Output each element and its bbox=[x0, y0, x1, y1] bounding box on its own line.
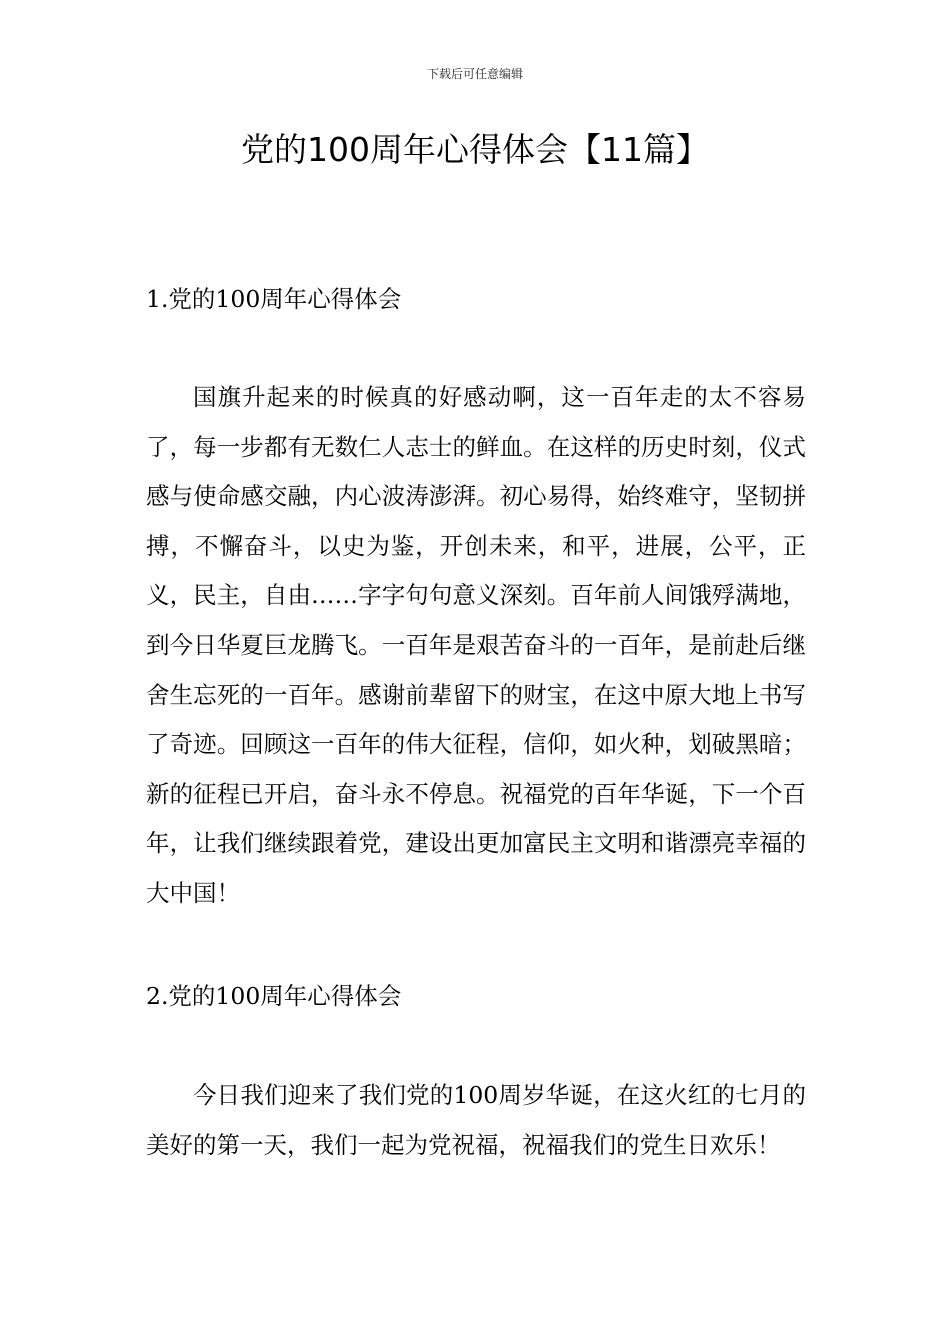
section-body-1 bbox=[146, 373, 806, 919]
paragraph: 国旗升起来的时候真的好感动啊，这一百年走的太不容易了，每一步都有无数仁人志士的鲜血。在这样的历史时刻，仪式感与使命感交融，内心波涛澎湃。初心易得，始终难守，坚韧拼搏，不懈奋斗，以史为鉴，开创未来，和平，进展，公平，正义，民主，自由……字字句句意义深刻。百年前人间饿殍满地，到今日华夏巨龙腾飞。一百年是艰苦奋斗的一百年，是前赴后继舍生忘死的一百年。感谢前辈留下的财宝，在这中原大地上书写了奇迹。回顾这一百年的伟大征程，信仰，如火种，划破黑暗；新的征程已开启，奋斗永不停息。祝福党的百年华诞，下一个百年，让我们继续跟着党，建设出更加富民主文明和谐漂亮幸福的大中国！ bbox=[146, 383, 806, 907]
paragraph: 今日我们迎来了我们党的100周岁华诞，在这火红的七月的美好的第一天，我们一起为党祝福，祝福我们的党生日欢乐！ bbox=[146, 1081, 806, 1159]
section-heading-2: 2.党的100周年心得体会 bbox=[146, 982, 402, 1010]
section-heading-1: 1.党的100周年心得体会 bbox=[146, 285, 402, 313]
header-note: 下载后可任意编辑 bbox=[426, 67, 523, 81]
document-title: 党的100周年心得体会【11篇】 bbox=[241, 130, 709, 169]
section-body-2 bbox=[146, 1071, 806, 1170]
